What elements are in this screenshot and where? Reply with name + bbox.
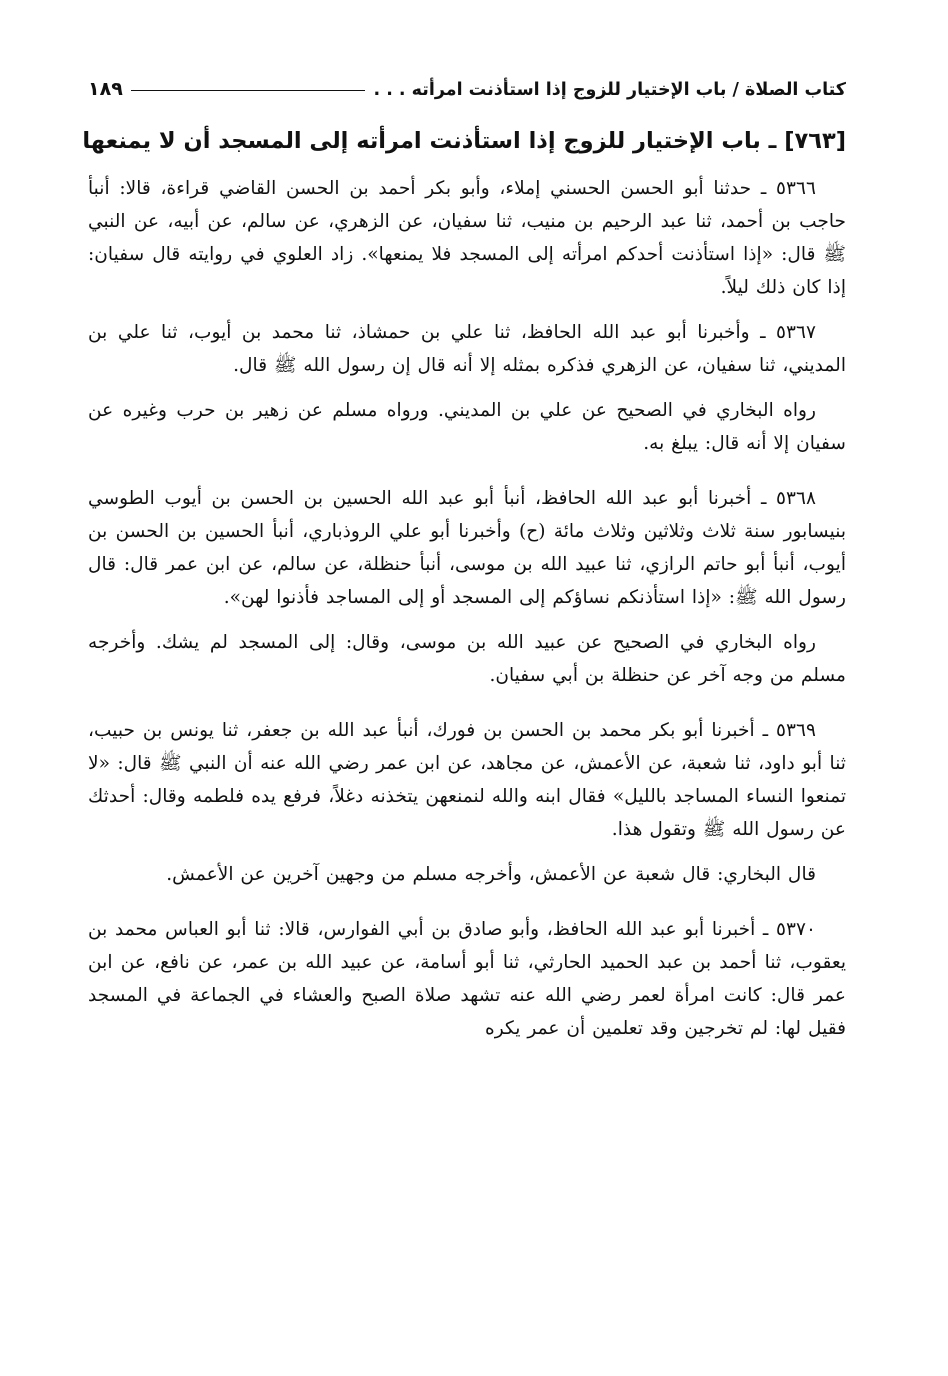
commentary-5368: رواه البخاري في الصحيح عن عبيد الله بن موسى، وقال: إلى المسجد لم يشك. وأخرجه مسلم من وجه آخر عن حنظلة بن أبي سفيان. <box>88 632 846 686</box>
header-rule <box>131 90 366 91</box>
running-header-title: كتاب الصلاة / باب الإختيار للزوج إذا استأذنت امرأته . . . <box>373 80 846 100</box>
hadith-5369: ٥٣٦٩ ـ أخبرنا أبو بكر محمد بن الحسن بن فورك، أنبأ عبد الله بن جعفر، ثنا يونس بن حبيب، ثنا أبو داود، ثنا شعبة، عن الأعمش، عن مجاهد، عن ابن عمر رضي الله عنه أن النبي ﷺ قال: «لا تمنعوا النساء المساجد بالليل» فقال ابنه والله لنمنعهن يتخذنه دغلاً، فرفع يده فلطمه وقال: أحدثك عن رسول الله ﷺ وتقول هذا. <box>88 720 846 840</box>
chapter-title: [٧٦٣] ـ باب الإختيار للزوج إذا استأذنت امرأته إلى المسجد أن لا يمنعها <box>82 128 846 154</box>
commentary-5367: رواه البخاري في الصحيح عن علي بن المديني. ورواه مسلم عن زهير بن حرب وغيره عن سفيان إلا أنه قال: يبلغ به. <box>88 400 846 454</box>
running-header <box>88 78 846 116</box>
hadith-5370: ٥٣٧٠ ـ أخبرنا أبو عبد الله الحافظ، وأبو صادق بن أبي الفوارس، قالا: ثنا أبو العباس محمد بن يعقوب، ثنا أحمد بن عبد الحميد الحارثي، ثنا أبو أسامة، عن عبيد الله بن عمر، عن نافع، عن ابن عمر قال: كانت امرأة لعمر رضي الله عنه تشهد صلاة الصبح والعشاء في الجماعة في المسجد فقيل لها: لم تخرجين وقد تعلمين أن عمر يكره <box>88 919 846 1039</box>
hadith-5368: ٥٣٦٨ ـ أخبرنا أبو عبد الله الحافظ، أنبأ أبو عبد الله الحسين بن الحسن بن أيوب الطوسي بنيسابور سنة ثلاث وثلاثين وثلاث مائة (ح) وأخبرنا أبو علي الروذباري، أنبأ الحسين بن الحسن بن أيوب، أنبأ أبو حاتم الرازي، ثنا عبيد الله بن موسى، أنبأ حنظلة، عن سالم، عن ابن عمر قال: قال رسول الله ﷺ: «إذا استأذنكم نساؤكم إلى المسجد أو إلى المساجد فأذنوا لهن». <box>88 488 846 608</box>
page <box>82 78 846 1045</box>
hadith-5366: ٥٣٦٦ ـ حدثنا أبو الحسن الحسني إملاء، وأبو بكر أحمد بن الحسن القاضي قراءة، قالا: أنبأ حاجب بن أحمد، ثنا عبد الرحيم بن منيب، ثنا سفيان، عن الزهري، عن سالم، عن أبيه، عن النبي ﷺ قال: «إذا استأذنت أحدكم امرأته إلى المسجد فلا يمنعها». زاد العلوي في روايته قال سفيان: إذا كان ذلك ليلاً. <box>88 178 846 298</box>
commentary-5369: قال البخاري: قال شعبة عن الأعمش، وأخرجه مسلم من وجهين آخرين عن الأعمش. <box>166 864 816 885</box>
page-number: ١٨٩ <box>88 78 123 100</box>
hadith-5367: ٥٣٦٧ ـ وأخبرنا أبو عبد الله الحافظ، ثنا علي بن حمشاذ، ثنا محمد بن أيوب، ثنا علي بن المديني، ثنا سفيان، عن الزهري فذكره بمثله إلا أنه قال إن رسول الله ﷺ قال. <box>88 322 846 376</box>
